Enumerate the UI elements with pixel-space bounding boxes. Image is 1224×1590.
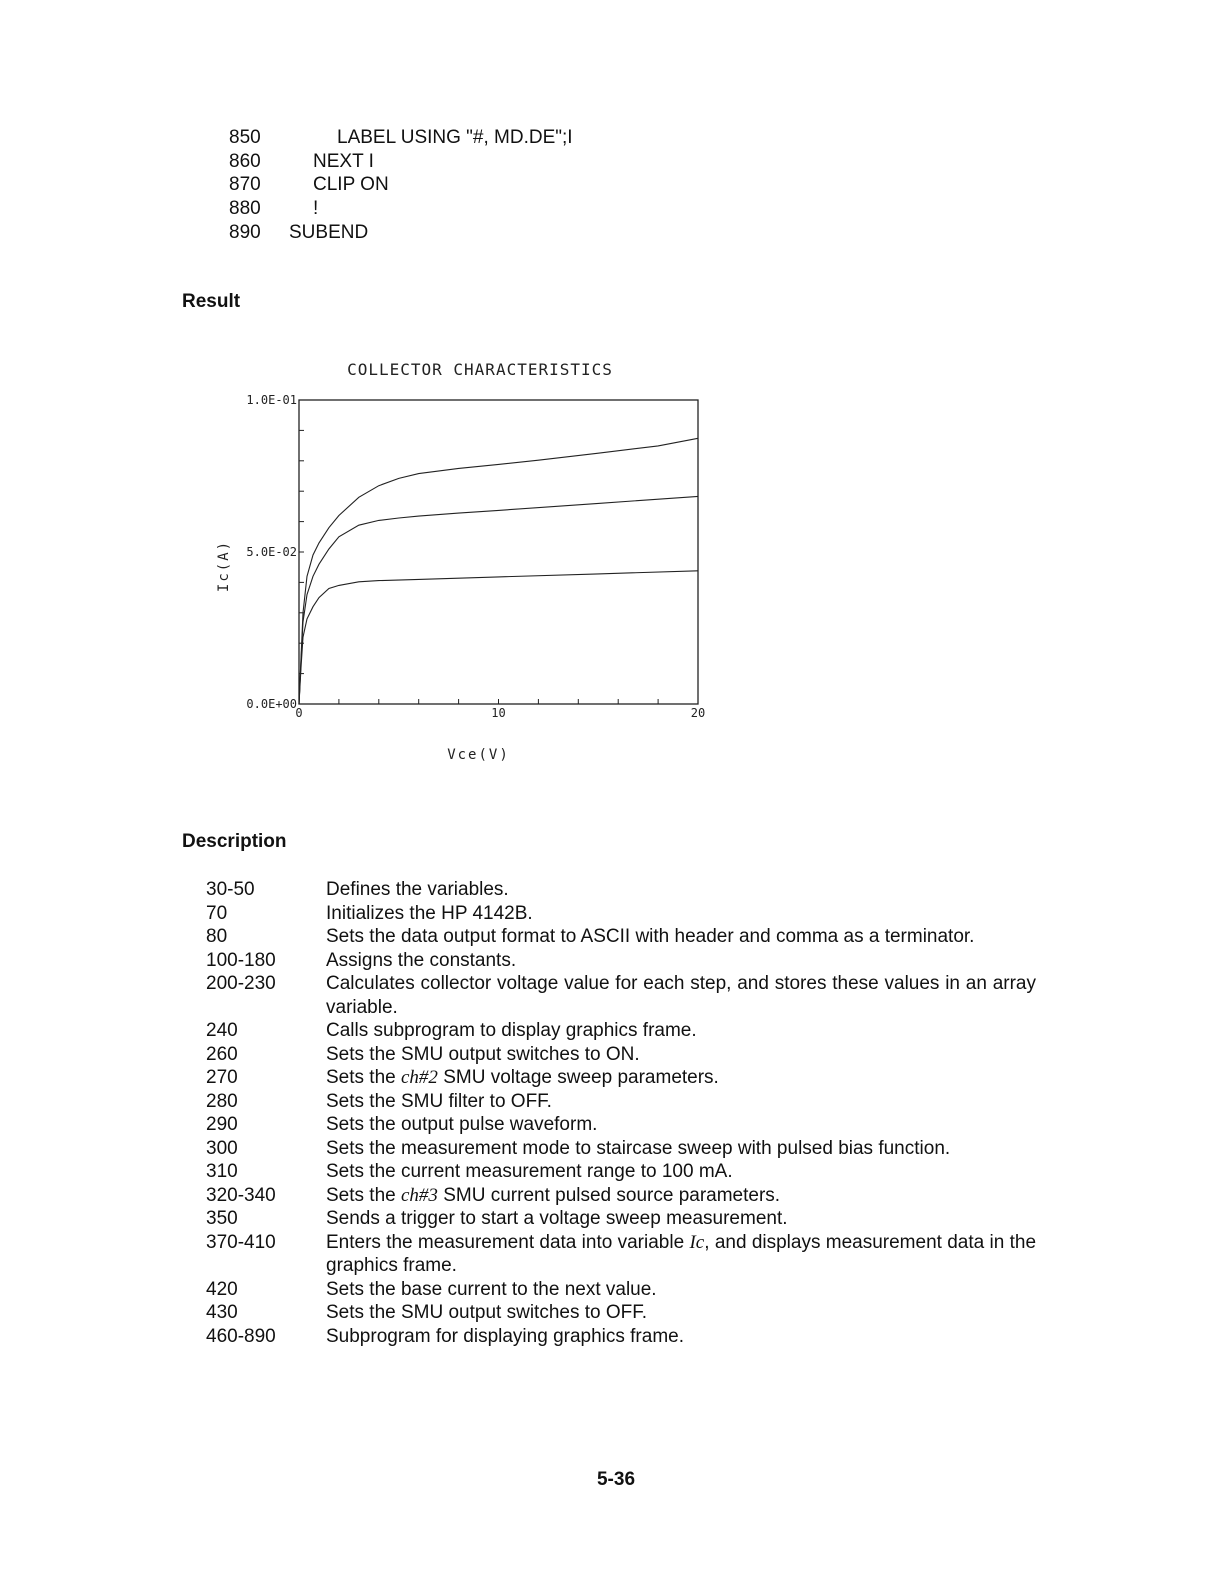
description-text-cont: SMU voltage sweep parameters. [437,1067,719,1088]
line-range: 270 [206,1067,238,1088]
line-description [326,1113,1036,1137]
code-statement: ! [313,198,319,220]
description-text: Sets the current measurement range to 100 mA. [326,1161,733,1182]
description-row [206,972,1036,1019]
line-description [326,1231,1036,1278]
description-row [206,1301,1036,1325]
line-description [326,1207,1036,1231]
line-description [326,1301,1036,1325]
variable-name: Ic [689,1231,705,1253]
code-statement: SUBEND [289,221,369,243]
line-description [326,1090,1036,1114]
page-number: 5-36 [596,1469,636,1490]
code-line-number: 870 [229,174,261,196]
line-range: 290 [206,1114,238,1135]
x-tick-label: 0 [295,706,303,720]
description-text: Assigns the constants. [326,949,517,971]
description-row [206,1019,1036,1043]
line-range: 320-340 [206,1184,276,1206]
description-row [206,1113,1036,1137]
line-range: 300 [206,1137,238,1159]
description-text: Initializes the HP 4142B. [326,902,533,924]
line-range: 310 [206,1161,238,1182]
line-range: 260 [206,1043,238,1065]
x-axis-ticks [295,699,705,720]
description-text: Sets the SMU filter to OFF. [326,1090,552,1112]
description-row [206,902,1036,926]
description-row [206,1066,1036,1090]
description-text: Defines the variables. [326,879,509,900]
line-range: 240 [206,1020,238,1041]
series-line-1 [299,571,698,704]
description-row [206,1184,1036,1208]
collector-characteristics-chart [200,350,740,780]
line-description [326,1325,1036,1349]
description-row [206,1043,1036,1067]
x-tick-label: 10 [491,706,506,720]
code-line-number: 850 [229,127,261,148]
series-line-2 [299,496,698,704]
code-statement: LABEL USING "#, MD.DE";I [337,127,573,148]
line-description [326,1184,1036,1208]
description-table [206,878,1036,1348]
description-text: Subprogram for displaying graphics frame. [326,1325,685,1347]
result-heading: Result [182,291,241,312]
y-axis-label: Ic(A) [216,539,232,593]
description-text: Sets the output pulse waveform. [326,1114,598,1135]
line-description [326,878,1036,902]
variable-name: ch#3 [401,1184,438,1206]
x-axis-label: Vce(V) [447,747,510,763]
description-text: Calls subprogram to display graphics frame. [326,1020,697,1041]
code-statement: NEXT I [313,150,374,172]
description-text: Sets the SMU output switches to ON. [326,1043,640,1065]
y-tick-label: 5.0E-02 [246,545,297,559]
description-row [206,878,1036,902]
line-range: 100-180 [206,949,276,971]
description-text: Sets the [326,1067,396,1088]
line-range: 70 [206,902,228,924]
description-row [206,1325,1036,1349]
line-range: 420 [206,1278,238,1300]
description-row [206,925,1036,949]
line-description [326,925,1036,949]
y-tick-label: 1.0E-01 [246,393,297,407]
description-text: Sets the measurement mode to staircase sweep with pulsed bias function. [326,1137,951,1159]
line-range: 370-410 [206,1231,276,1253]
line-range: 80 [206,926,228,947]
line-description [326,902,1036,926]
description-heading: Description [182,831,287,852]
description-text: Enters the measurement data into variable [326,1231,685,1253]
description-text: Calculates collector voltage value for each step, and stores these values in an array variable. [326,973,1036,1018]
description-text-cont: SMU current pulsed source parameters. [437,1184,781,1206]
line-description [326,949,1036,973]
code-statement: CLIP ON [313,174,389,196]
description-row [206,949,1036,973]
y-tick-label: 0.0E+00 [246,697,297,711]
plot-frame [299,400,698,704]
line-description [326,1066,1036,1090]
line-range: 30-50 [206,879,255,900]
y-axis-ticks [246,393,304,711]
series-line-3 [299,438,698,704]
variable-name: ch#2 [401,1067,438,1088]
description-text: Sets the data output format to ASCII with header and comma as a terminator. [326,926,975,947]
description-row [206,1137,1036,1161]
line-description [326,972,1036,1019]
line-description [326,1160,1036,1184]
data-series [299,438,698,704]
description-row [206,1231,1036,1278]
description-text: Sets the SMU output switches to OFF. [326,1302,648,1323]
line-range: 350 [206,1208,238,1229]
description-row [206,1090,1036,1114]
line-description [326,1137,1036,1161]
line-description [326,1019,1036,1043]
description-text: Sets the base current to the next value. [326,1278,657,1300]
description-text: Sets the [326,1184,396,1206]
description-row [206,1278,1036,1302]
line-range: 200-230 [206,973,276,994]
x-tick-label: 20 [690,706,706,720]
line-range: 460-890 [206,1325,276,1347]
line-range: 430 [206,1302,238,1323]
line-description [326,1278,1036,1302]
line-range: 280 [206,1090,238,1112]
code-line-number: 880 [229,198,261,220]
chart-title: COLLECTOR CHARACTERISTICS [347,360,613,379]
code-line-number: 890 [229,221,261,243]
description-text-cont: , and displays measurement data in the graphics frame. [326,1231,1037,1276]
description-text: Sends a trigger to start a voltage sweep measurement. [326,1208,788,1229]
description-row [206,1207,1036,1231]
description-row [206,1160,1036,1184]
line-description [326,1043,1036,1067]
code-line-number: 860 [229,150,261,172]
